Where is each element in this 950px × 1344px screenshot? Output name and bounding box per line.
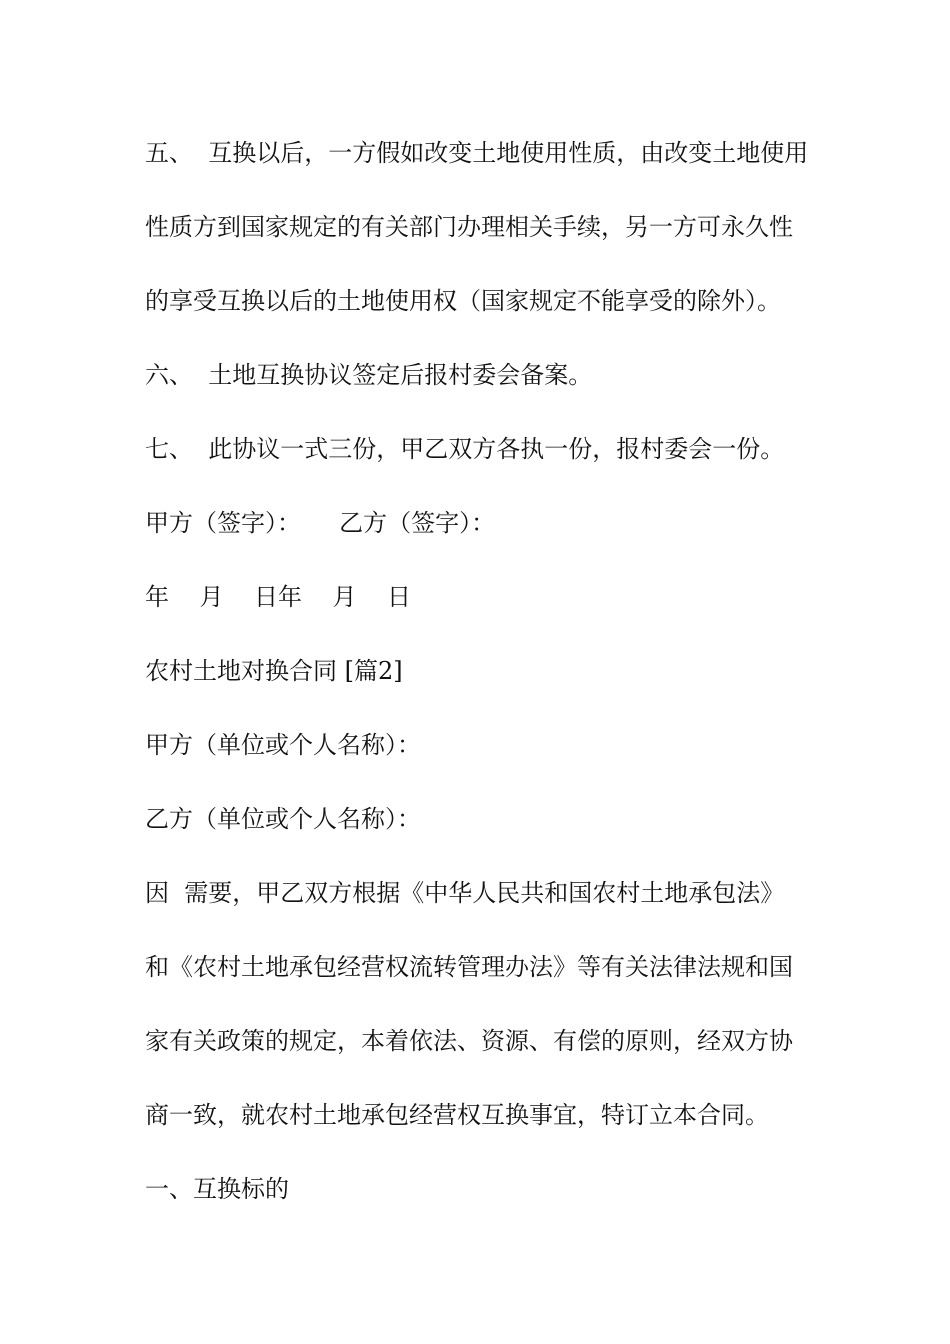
- signature-line: 甲方（签字）： 乙方（签字）：: [145, 509, 496, 537]
- date-line: 年 月 日年 月 日: [145, 583, 412, 611]
- heading-exchange-object: 一、互换标的: [145, 1175, 289, 1203]
- preamble-line-4: 商一致，就农村土地承包经营权互换事宜，特订立本合同。: [145, 1101, 769, 1129]
- preamble-line-1: 因 需要，甲乙双方根据《中华人民共和国农村土地承包法》: [145, 879, 785, 907]
- clause-6: 六、 土地互换协议签定后报村委会备案。: [145, 361, 593, 389]
- party-a: 甲方（单位或个人名称）：: [145, 731, 421, 759]
- clause-5-line-3: 的享受互换以后的土地使用权（国家规定不能享受的除外）。: [145, 287, 781, 315]
- preamble-line-2: 和《农村土地承包经营权流转管理办法》等有关法律法规和国: [145, 953, 793, 981]
- clause-7: 七、 此协议一式三份，甲乙双方各执一份，报村委会一份。: [145, 435, 785, 463]
- clause-5-line-1: 五、 互换以后，一方假如改变土地使用性质，由改变土地使用: [145, 139, 809, 167]
- party-b: 乙方（单位或个人名称）：: [145, 805, 421, 833]
- section-title: 农村土地对换合同 [篇2]: [145, 657, 403, 685]
- preamble-line-3: 家有关政策的规定，本着依法、资源、有偿的原则，经双方协: [145, 1027, 793, 1055]
- clause-5-line-2: 性质方到国家规定的有关部门办理相关手续，另一方可永久性: [145, 213, 793, 241]
